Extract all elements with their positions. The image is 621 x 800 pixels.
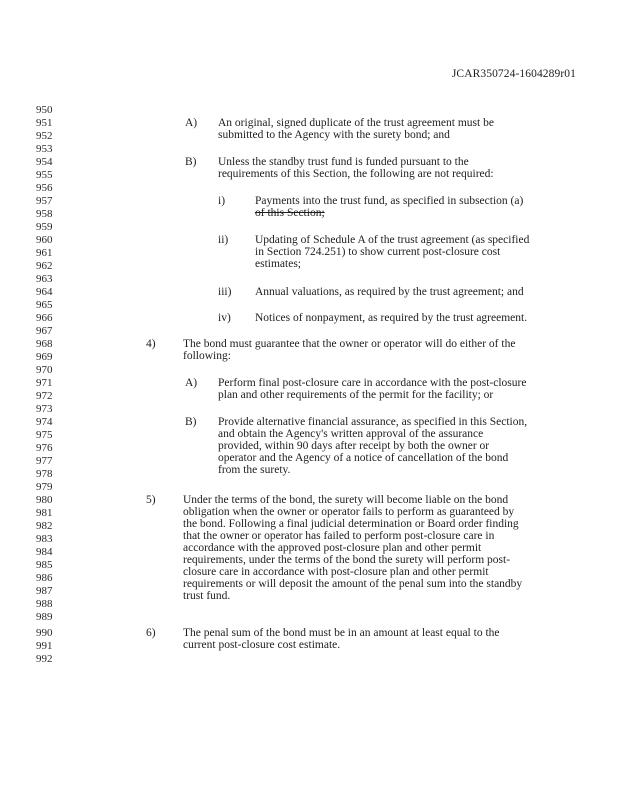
line-number: 976: [36, 442, 53, 454]
item-label-b: B): [185, 156, 197, 168]
line-number: 968: [36, 338, 53, 350]
line-number: 973: [36, 403, 53, 415]
paragraph-5-line-3: the bond. Following a final judicial determination or Board order finding: [183, 518, 519, 530]
line-number: 972: [36, 390, 53, 402]
subitem-label-iii: iii): [218, 286, 232, 298]
line-number: 956: [36, 182, 53, 194]
paragraph-5-line-8: requirements or will deposit the amount of the penal sum into the standby: [183, 578, 523, 590]
subitem-ii-line-1: Updating of Schedule A of the trust agreement (as specified: [255, 234, 530, 246]
subitem-ii-line-2: in Section 724.251) to show current post-closure cost: [255, 246, 501, 258]
line-number: 950: [36, 104, 53, 116]
line-number: 963: [36, 273, 53, 285]
line-number: 958: [36, 208, 53, 220]
paragraph-5-line-4: that the owner or operator has failed to perform post-closure care in: [183, 530, 495, 542]
line-number: 957: [36, 195, 53, 207]
line-number: 970: [36, 364, 53, 376]
line-number: 985: [36, 559, 53, 571]
line-number: 954: [36, 156, 53, 168]
line-number: 983: [36, 533, 53, 545]
paragraph-4-item-label-b: B): [185, 416, 197, 428]
line-number: 981: [36, 507, 53, 519]
line-number: 990: [36, 627, 53, 639]
paragraph-4-item-label-a: A): [185, 377, 198, 389]
line-number: 969: [36, 351, 53, 363]
paragraph-4-item-b-line-4: operator and the Agency of a notice of cancellation of the bond: [218, 452, 509, 464]
line-number: 951: [36, 117, 53, 129]
item-a-line-2: submitted to the Agency with the surety bond; and: [218, 129, 450, 141]
line-number: 991: [36, 640, 53, 652]
item-a-line-1: An original, signed duplicate of the trust agreement must be: [218, 117, 494, 129]
subitem-label-i: i): [218, 195, 226, 207]
line-number: 988: [36, 598, 53, 610]
line-number: 982: [36, 520, 53, 532]
paragraph-5-line-6: requirements, under the terms of the bond the surety will perform post-: [183, 554, 511, 566]
line-number: 987: [36, 585, 53, 597]
paragraph-label-5: 5): [146, 494, 156, 506]
paragraph-5-line-5: accordance with the approved post-closure plan and other permit: [183, 542, 482, 554]
line-number: 978: [36, 468, 53, 480]
subitem-label-iv: iv): [218, 312, 231, 324]
paragraph-4-item-a-line-2: plan and other requirements of the permit for the facility; or: [218, 389, 494, 401]
paragraph-4-line-1: The bond must guarantee that the owner or operator will do either of the: [183, 338, 516, 350]
subitem-iv-line-1: Notices of nonpayment, as required by the trust agreement.: [255, 312, 528, 324]
item-b-line-2: requirements of this Section, the following are not required:: [218, 168, 494, 180]
line-number: 974: [36, 416, 53, 428]
line-number: 984: [36, 546, 53, 558]
line-number: 977: [36, 455, 53, 467]
line-number: 967: [36, 325, 53, 337]
subitem-i-struck-text: of this Section;: [255, 207, 325, 219]
line-number: 955: [36, 169, 53, 181]
line-number: 964: [36, 286, 53, 298]
item-label-a: A): [185, 117, 198, 129]
item-b-line-1: Unless the standby trust fund is funded pursuant to the: [218, 156, 469, 168]
line-number: 971: [36, 377, 53, 389]
paragraph-label-4: 4): [146, 338, 156, 350]
paragraph-4-item-b-line-5: from the surety.: [218, 464, 291, 476]
subitem-iii-line-1: Annual valuations, as required by the trust agreement; and: [255, 286, 524, 298]
document-id-header: JCAR350724-1604289r01: [451, 68, 576, 80]
line-number: 965: [36, 299, 53, 311]
paragraph-5-line-7: closure care in accordance with post-closure plan and other permit: [183, 566, 489, 578]
paragraph-5-line-9: trust fund.: [183, 590, 231, 602]
line-number: 966: [36, 312, 53, 324]
subitem-ii-line-3: estimates;: [255, 258, 301, 270]
line-number: 980: [36, 494, 53, 506]
line-number: 959: [36, 221, 53, 233]
line-number: 960: [36, 234, 53, 246]
line-number: 953: [36, 143, 53, 155]
line-number: 961: [36, 247, 53, 259]
line-number: 989: [36, 611, 53, 623]
line-number: 975: [36, 429, 53, 441]
paragraph-6-line-1: The penal sum of the bond must be in an amount at least equal to the: [183, 627, 500, 639]
paragraph-4-item-a-line-1: Perform final post-closure care in accordance with the post-closure: [218, 377, 527, 389]
paragraph-5-line-1: Under the terms of the bond, the surety will become liable on the bond: [183, 494, 509, 506]
paragraph-5-line-2: obligation when the owner or operator fails to perform as guaranteed by: [183, 506, 515, 518]
line-number: 952: [36, 130, 53, 142]
paragraph-4-line-2: following:: [183, 350, 231, 362]
paragraph-4-item-b-line-2: and obtain the Agency's written approval of the assurance: [218, 428, 484, 440]
line-number: 986: [36, 572, 53, 584]
paragraph-6-line-2: current post-closure cost estimate.: [183, 639, 341, 651]
subitem-label-ii: ii): [218, 234, 229, 246]
paragraph-label-6: 6): [146, 627, 156, 639]
line-number: 992: [36, 653, 53, 665]
line-number: 979: [36, 481, 53, 493]
subitem-i-line-1: Payments into the trust fund, as specified in subsection (a): [255, 195, 524, 207]
paragraph-4-item-b-line-1: Provide alternative financial assurance, as specified in this Section,: [218, 416, 528, 428]
paragraph-4-item-b-line-3: provided, within 90 days after receipt by both the owner or: [218, 440, 490, 452]
line-number: 962: [36, 260, 53, 272]
